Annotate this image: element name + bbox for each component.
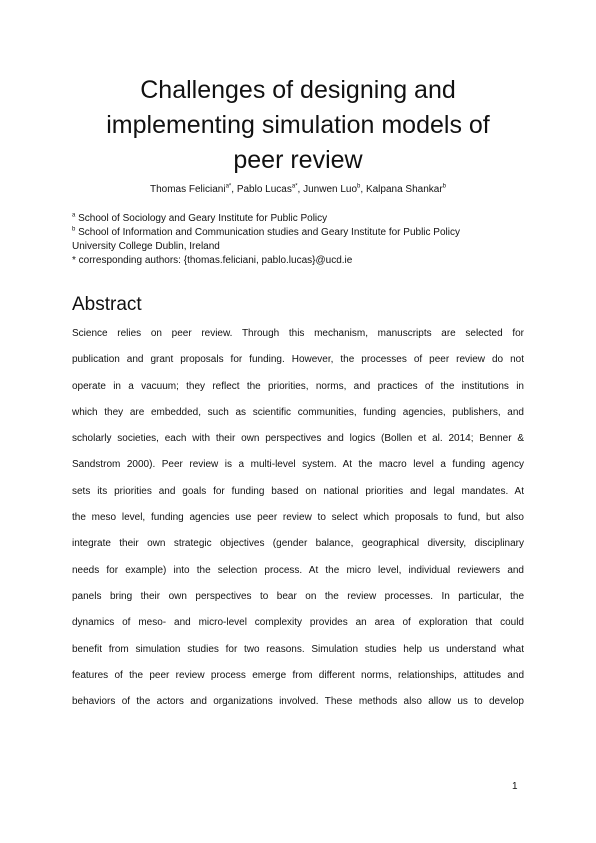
author-name: Kalpana Shankar [365, 184, 443, 195]
abstract-line: dynamics of meso- and micro-level complexity provides an area of exploration that could [72, 617, 524, 629]
affiliations [72, 212, 542, 268]
author-affiliation-mark: b [357, 183, 361, 190]
affiliation-university: University College Dublin, Ireland [72, 241, 220, 252]
title-line-1: Challenges of designing and [140, 76, 456, 104]
author-name: Thomas Feliciani [149, 184, 226, 195]
abstract-line: operate in a vacuum; they reflect the priorities, norms, and practices of the institutions in [72, 380, 524, 392]
abstract-line: behaviors of the actors and organizations involved. These methods also allow us to develop [72, 696, 524, 708]
author-affiliation-mark: a* [291, 183, 298, 190]
affiliation-a-text: School of Sociology and Geary Institute for Public Policy [75, 213, 328, 224]
affiliation-b-mark: b [72, 226, 76, 233]
abstract-line: Science relies on peer review. Through this mechanism, manuscripts are selected for [72, 328, 524, 339]
affiliation-b-text: School of Information and Communication studies and Geary Institute for Public Policy [75, 227, 460, 238]
paper-title [60, 73, 536, 178]
title-line-3: peer review [233, 146, 363, 174]
abstract-line: Sandstrom 2000). Peer review is a multi-level system. At the macro level a funding agency [72, 459, 524, 471]
author-separator: , [360, 184, 366, 195]
abstract-body [72, 327, 524, 721]
author-affiliation-mark: a* [225, 183, 232, 190]
corresponding-authors: * corresponding authors: {thomas.feliciani, pablo.lucas}@ucd.ie [72, 255, 353, 266]
affiliation-a [72, 212, 542, 226]
abstract-line: the meso level, funding agencies use peer review to select which proposals to fund, but also [72, 512, 524, 524]
author-name: Junwen Luo [303, 184, 358, 195]
abstract-line: which they are embedded, such as scientific communities, funding agencies, publishers, and [72, 406, 524, 418]
abstract-line: features of the peer review process emerge from different norms, relationships, attitudes and [72, 669, 524, 681]
affiliation-b [72, 226, 542, 240]
abstract-line: scholarly societies, each with their own perspectives and logics (Bollen et al. 2014; Benner & [72, 433, 524, 445]
page-number: 1 [512, 781, 518, 792]
abstract-line: needs for example) into the selection process. At the micro level, individual reviewers and [72, 564, 524, 576]
abstract-line: publication and grant proposals for funding. However, the processes of peer review do not [72, 354, 524, 366]
title-line-2: implementing simulation models of [106, 111, 490, 139]
abstract-line: sets its priorities and goals for funding based on national priorities and legal mandates. At [72, 485, 524, 497]
abstract-line: panels bring their own perspectives to bear on the review processes. In particular, the [72, 590, 524, 602]
author-affiliation-mark: b [442, 183, 447, 190]
abstract-line: integrate their own strategic objectives (gender balance, geographical diversity, disciplinary [72, 538, 524, 550]
abstract-heading: Abstract [72, 294, 142, 315]
affiliation-a-mark: a [72, 212, 76, 219]
author-list [40, 183, 556, 196]
author-separator: , [297, 184, 304, 195]
author-name: Pablo Lucas [236, 184, 292, 195]
author-separator: , [231, 184, 237, 195]
abstract-line: benefit from simulation studies for two reasons. Simulation studies help us understand what [72, 643, 524, 655]
